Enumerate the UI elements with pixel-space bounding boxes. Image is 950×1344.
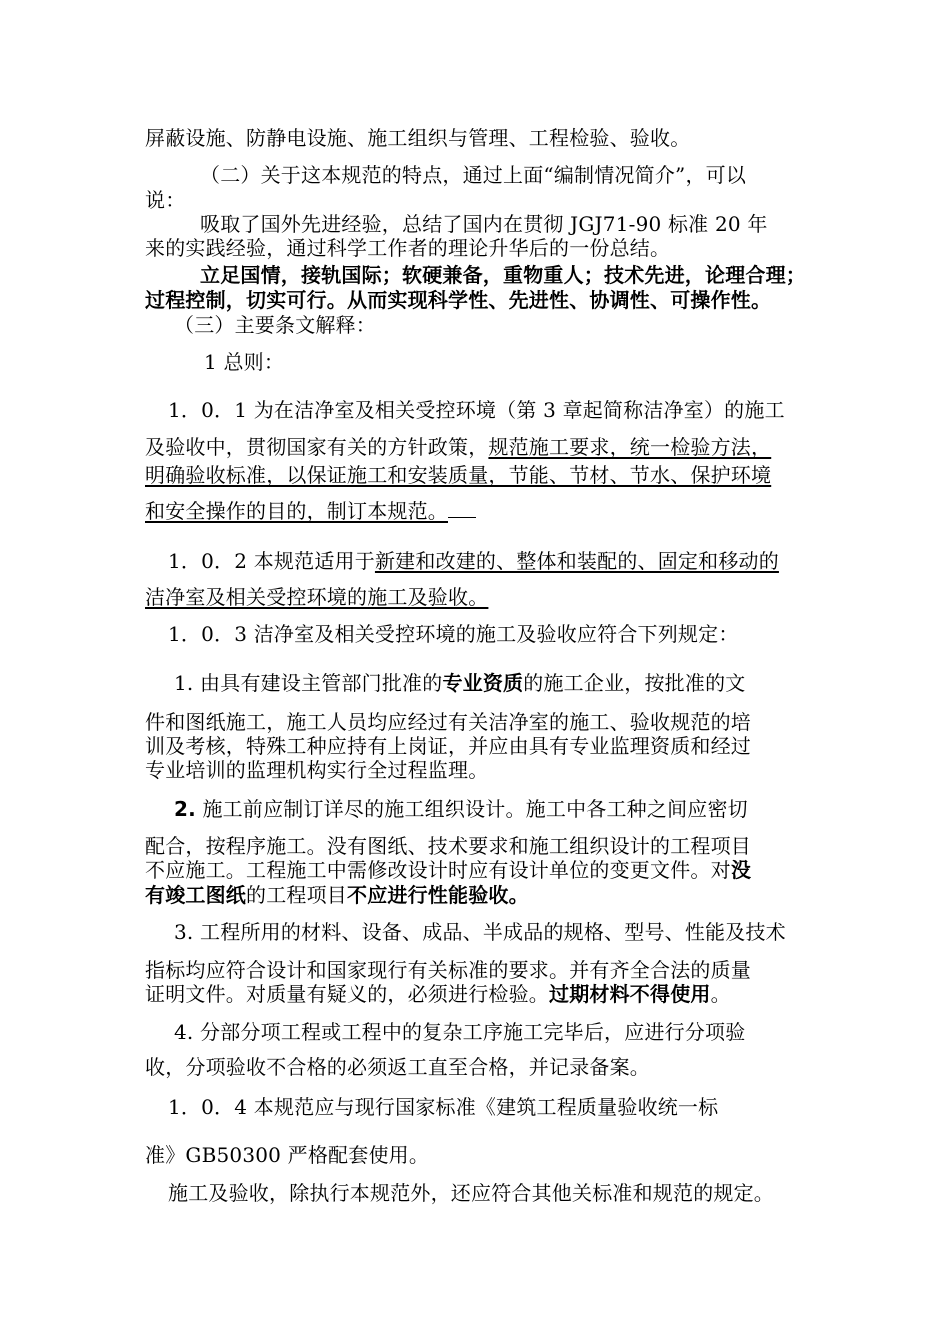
underlined-text: 洁净室及相关受控环境的施工及验收。 xyxy=(145,585,489,609)
text-span: 1．0．2 本规范适用于 xyxy=(168,549,375,573)
text-line: 准》GB50300 严格配套使用。 xyxy=(145,1143,430,1167)
text-line xyxy=(145,499,476,523)
text-span: 的施工企业，按批准的文 xyxy=(523,671,746,695)
bold-text: 不应进行性能验收。 xyxy=(347,883,529,907)
underlined-text: 新建和改建的、整体和装配的、固定和移动的 xyxy=(374,549,779,573)
chapter-heading: 1 总则： xyxy=(204,350,285,374)
bold-text: 没 xyxy=(730,858,752,882)
text-line xyxy=(145,982,731,1006)
text-line: 屏蔽设施、防静电设施、施工组织与管理、工程检验、验收。 xyxy=(145,126,691,150)
text-line: 说： xyxy=(145,188,186,212)
text-line xyxy=(145,883,529,907)
text-line: 配合，按程序施工。没有图纸、技术要求和施工组织设计的工程项目 xyxy=(145,834,751,858)
text-span: 施工前应制订详尽的施工组织设计。施工中各工种之间应密切 xyxy=(195,797,748,821)
text-line xyxy=(145,435,771,459)
bold-text: 2. xyxy=(174,797,196,821)
underlined-text: 规范施工要求，统一检验方法， xyxy=(488,435,772,459)
text-line: 施工及验收，除执行本规范外，还应符合其他关标准和规范的规定。 xyxy=(168,1181,774,1205)
underlined-text: 明确验收标准，以保证施工和安装质量，节能、节材、节水、保护环境 xyxy=(145,463,772,487)
text-span: 不应施工。工程施工中需修改设计时应有设计单位的变更文件。对 xyxy=(145,858,731,882)
clause-1-0-3: 1．0．3 洁净室及相关受控环境的施工及验收应符合下列规定： xyxy=(168,622,739,646)
bold-text: 有竣工图纸 xyxy=(145,883,246,907)
text-span: 。 xyxy=(710,982,731,1006)
list-item-4: 4. 分部分项工程或工程中的复杂工序施工完毕后，应进行分项验 xyxy=(174,1020,746,1044)
section-two-heading: （二）关于这本规范的特点，通过上面“编制情况简介”，可以 xyxy=(200,163,747,187)
bold-summary-line: 过程控制，切实可行。从而实现科学性、先进性、协调性、可操作性。 xyxy=(145,288,772,312)
text-line: 件和图纸施工，施工人员均应经过有关洁净室的施工、验收规范的培 xyxy=(145,710,751,734)
text-line xyxy=(145,858,751,882)
text-span: 1. 由具有建设主管部门批准的 xyxy=(174,671,443,695)
text-line: 训及考核，特殊工种应持有上岗证，并应由具有专业监理资质和经过 xyxy=(145,734,751,758)
text-span: 证明文件。对质量有疑义的，必须进行检验。 xyxy=(145,982,549,1006)
clause-1-0-4: 1．0．4 本规范应与现行国家标准《建筑工程质量验收统一标 xyxy=(168,1095,719,1119)
bold-text: 专业资质 xyxy=(442,671,524,695)
underline-tail xyxy=(448,499,476,518)
text-line: 收，分项验收不合格的必须返工直至合格，并记录备案。 xyxy=(145,1055,650,1079)
underlined-text: 和安全操作的目的，制订本规范。 xyxy=(145,499,448,523)
list-item-1 xyxy=(174,671,745,695)
text-line: 指标均应符合设计和国家现行有关标准的要求。并有齐全合法的质量 xyxy=(145,958,751,982)
text-span: 及验收中，贯彻国家有关的方针政策， xyxy=(145,435,489,459)
list-item-3: 3. 工程所用的材料、设备、成品、半成品的规格、型号、性能及技术 xyxy=(174,920,786,944)
text-line xyxy=(145,585,488,609)
list-item-2 xyxy=(174,797,748,821)
bold-text: 过期材料不得使用 xyxy=(549,982,711,1006)
section-three-heading: （三）主要条文解释： xyxy=(174,313,376,337)
clause-1-0-2 xyxy=(168,549,779,573)
text-line: 吸取了国外先进经验，总结了国内在贯彻 JGJ71-90 标准 20 年 xyxy=(200,212,768,236)
bold-summary-line: 立足国情，接轨国际；软硬兼备，重物重人；技术先进，论理合理； xyxy=(200,263,806,287)
clause-1-0-1: 1．0．1 为在洁净室及相关受控环境（第 3 章起简称洁净室）的施工 xyxy=(168,398,785,422)
text-line: 来的实践经验，通过科学工作者的理论升华后的一份总结。 xyxy=(145,236,671,260)
text-line: 专业培训的监理机构实行全过程监理。 xyxy=(145,758,489,782)
text-span: 的工程项目 xyxy=(246,883,347,907)
